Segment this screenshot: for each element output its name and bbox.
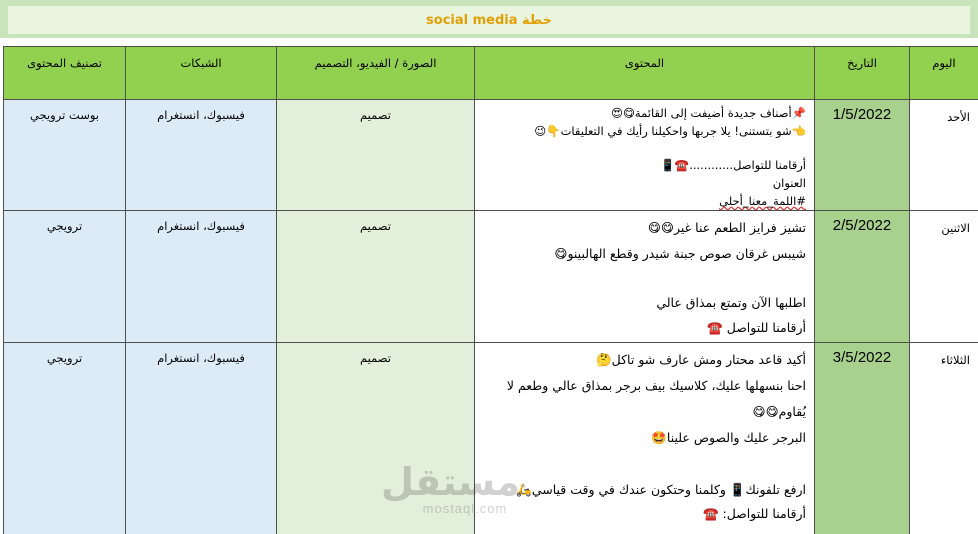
hashtag: #اللمة_معنا_أحلى [719,194,806,208]
table-row [4,211,978,343]
header-content[interactable]: المحتوى [475,47,815,100]
content-cell[interactable] [475,100,815,211]
header-day[interactable]: اليوم [910,47,978,100]
content-line: يُقاوم😋😋 [752,404,806,419]
networks-cell[interactable]: فيسبوك، انستغرام [126,343,277,534]
content-line: شيبس غرقان صوص جبنة شيدر وقطع الهالبينو😋 [554,246,806,261]
date-cell[interactable]: 1/5/2022 [815,100,910,211]
watermark-arabic: مستقل [381,460,520,504]
watermark-url: mostaql.com [422,501,508,516]
day-cell[interactable]: الاثنين [910,211,978,343]
content-line: اطلبها الآن وتمتع بمذاق عالي [656,295,806,310]
table-row [4,100,978,211]
content-line: أكيد قاعد محتار ومش عارف شو تاكل🤔 [596,352,806,367]
header-row [4,47,978,100]
header-category[interactable]: تصنيف المحتوى [4,47,126,100]
media-cell[interactable]: تصميم [277,211,475,343]
day-cell[interactable]: الثلاثاء [910,343,978,534]
title-band [0,0,978,38]
content-line: 👈شو بتستنى! يلا جربها واحكيلنا رأيك في التعليقات👇😉 [534,124,806,138]
content-line: العنوان [772,176,806,190]
header-networks[interactable]: الشبكات [126,47,277,100]
spacer [483,451,806,477]
content-line: تشيز فرايز الطعم عنا غير😋😋 [647,220,806,235]
content-line: ارفع تلفونك📱 وكلمنا وحتكون عندك في وقت قياسي🛵 [516,482,806,497]
media-cell[interactable]: تصميم [277,343,475,534]
day-cell[interactable]: الأحد [910,100,978,211]
date-cell[interactable]: 3/5/2022 [815,343,910,534]
content-line: أرقامنا للتواصل: ☎️ [702,506,806,521]
networks-cell[interactable]: فيسبوك، انستغرام [126,211,277,343]
table-row [4,343,978,534]
category-cell[interactable]: ترويجي [4,343,126,534]
header-date[interactable]: التاريخ [815,47,910,100]
content-line: أرقامنا للتواصل............☎️📱 [660,158,806,172]
spacer [483,140,806,156]
content-plan-table [3,46,978,534]
date-cell[interactable]: 2/5/2022 [815,211,910,343]
networks-cell[interactable]: فيسبوك، انستغرام [126,100,277,211]
content-line: احنا بنسهلها عليك، كلاسيك بيف برجر بمذاق عالي وطعم لا [506,378,806,393]
category-cell[interactable]: بوست ترويجي [4,100,126,211]
content-line: 📌أصناف جديدة أضيفت إلى القائمة😋😍 [610,106,806,120]
header-media[interactable]: الصورة / الفيديو، التصميم [277,47,475,100]
spacer [483,267,806,291]
plan-title: خطة social media [8,6,970,34]
media-cell[interactable]: تصميم [277,100,475,211]
content-line: أرقامنا للتواصل ☎️ [707,320,806,335]
content-line: البرجر عليك والصوص علينا🤩 [651,430,806,445]
category-cell[interactable]: ترويجي [4,211,126,343]
content-cell[interactable] [475,211,815,343]
content-cell[interactable] [475,343,815,534]
